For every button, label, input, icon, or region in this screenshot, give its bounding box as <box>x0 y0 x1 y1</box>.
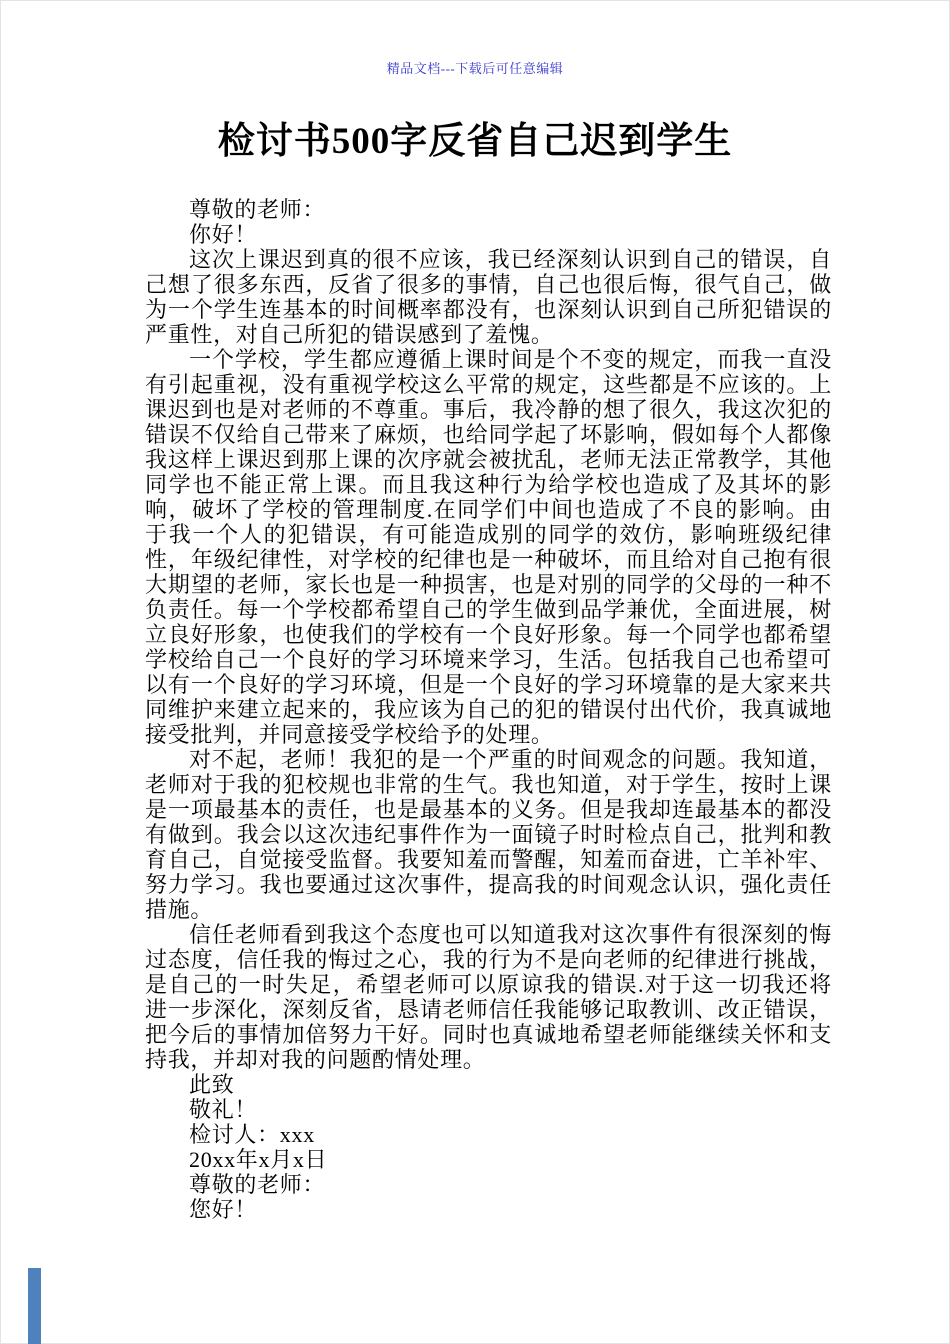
document-body <box>145 197 832 1222</box>
greeting-line: 您好！ <box>189 1197 258 1222</box>
closing-line: 敬礼！ <box>189 1097 258 1122</box>
closing-line: 此致 <box>189 1072 235 1097</box>
greeting-line: 你好！ <box>189 222 258 247</box>
date-line: 20xx年x月x日 <box>189 1147 328 1172</box>
paragraph: 对不起，老师！我犯的是一个严重的时间观念的问题。我知道，老师对于我的犯校规也非常的生气。我也知道，对于学生，按时上课是一项最基本的责任，也是最基本的义务。但是我却连最基本的都没有做到。我会以这次违纪事件作为一面镜子时时检点自己，批判和教育自己，自觉接受监督。我要知羞而警醒，知羞而奋进，亡羊补牢、努力学习。我也要通过这次事件，提高我的时间观念认识，强化责任措施。 <box>145 747 832 922</box>
paragraph: 信任老师看到我这个态度也可以知道我对这次事件有很深刻的悔过态度，信任我的悔过之心，我的行为不是向老师的纪律进行挑战，是自己的一时失足，希望老师可以原谅我的错误.对于这一切我还将进一步深化，深刻反省，恳请老师信任我能够记取教训、改正错误，把今后的事情加倍努力干好。同时也真诚地希望老师能继续关怀和支持我，并却对我的问题酌情处理。 <box>145 922 832 1072</box>
signature-line: 检讨人：xxx <box>189 1122 315 1147</box>
paragraph: 这次上课迟到真的很不应该，我已经深刻认识到自己的错误，自己想了很多东西，反省了很多的事情，自己也很后悔，很气自己，做为一个学生连基本的时间概率都没有，也深刻认识到自己所犯错误的严重性，对自己所犯的错误感到了羞愧。 <box>145 247 832 347</box>
document-title: 检讨书500字反省自己迟到学生 <box>217 121 733 162</box>
salutation-line: 尊敬的老师： <box>189 1172 326 1197</box>
blue-accent-bar <box>28 1268 41 1344</box>
salutation-line: 尊敬的老师： <box>189 197 326 222</box>
header-note: 精品文档---下载后可任意编辑 <box>386 61 564 76</box>
paragraph: 一个学校，学生都应遵循上课时间是个不变的规定，而我一直没有引起重视，没有重视学校这么平常的规定，这些都是不应该的。上课迟到也是对老师的不尊重。事后，我冷静的想了很久，我这次犯的错误不仅给自己带来了麻烦，也给同学起了坏影响，假如每个人都像我这样上课迟到那上课的次序就会被扰乱，老师无法正常教学，其他同学也不能正常上课。而且我这种行为给学校也造成了及其坏的影响，破坏了学校的管理制度.在同学们中间也造成了不良的影响。由于我一个人的犯错误，有可能造成别的同学的效仿，影响班级纪律性，年级纪律性，对学校的纪律也是一种破坏，而且给对自己抱有很大期望的老师，家长也是一种损害，也是对别的同学的父母的一种不负责任。每一个学校都希望自己的学生做到品学兼优，全面进展，树立良好形象，也使我们的学校有一个良好形象。每一个同学也都希望学校给自己一个良好的学习环境来学习，生活。包括我自己也希望可以有一个良好的学习环境，但是一个良好的学习环境靠的是大家来共同维护来建立起来的，我应该为自己的犯的错误付出代价，我真诚地接受批判，并同意接受学校给予的处理。 <box>145 347 832 747</box>
